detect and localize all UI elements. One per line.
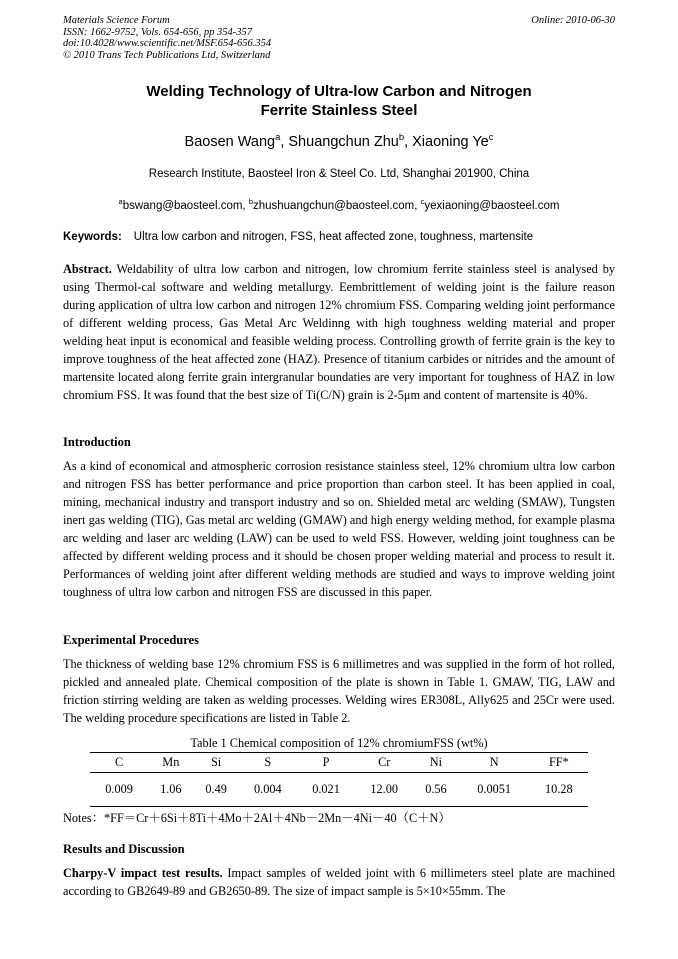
email-link[interactable]: bswang@baosteel.com: [122, 200, 243, 212]
header-cell: Ni: [413, 753, 458, 773]
title-line-2: Ferrite Stainless Steel: [260, 102, 418, 119]
issn: ISSN: 1662-9752, Vols. 654-656, pp 354-357: [63, 26, 252, 38]
header-cell: Cr: [355, 753, 413, 773]
charpy-label: Charpy-V impact test results.: [63, 866, 223, 880]
online-date: Online: 2010-06-30: [531, 15, 615, 26]
experimental-text: The thickness of welding base 12% chromium FSS is 6 millimetres and was supplied in the form of hot rolled, pickled and annealed plate. Chemical composition of the plate is shown in Table 1. GMAW, TIG, LAW and friction stirring welding are taken as welding processes. Welding wires ER308L, Ally625 and 25Cr were used. The welding procedure specifications are listed in Table 2.: [63, 657, 615, 725]
table-cell: 0.0051: [459, 773, 530, 807]
author-name: Xiaoning Ye: [412, 134, 489, 150]
title-line-1: Welding Technology of Ultra-low Carbon and Nitrogen: [146, 83, 532, 100]
table-caption: Table 1 Chemical composition of 12% chromiumFSS (wt%): [190, 736, 488, 750]
charpy-paragraph: [63, 864, 615, 900]
keywords-label: Keywords:: [63, 231, 122, 243]
table-cell: 1.06: [148, 773, 193, 807]
table-cell: 0.021: [297, 773, 355, 807]
affiliation: Research Institute, Baosteel Iron & Steel Co. Ltd, Shanghai 201900, China: [148, 168, 530, 180]
table-cell: 12.00: [355, 773, 413, 807]
header-cell: FF*: [530, 753, 588, 773]
paper-title: [0, 82, 678, 120]
email-list: $^a$bswang@baosteel.com, $^b$zhushuangchun@baosteel.com, $^c$yexiaoning@baosteel.com: [118, 197, 560, 212]
table-notes: Notes：*FF＝Cr＋6Si＋8Ti＋4Mo＋2Al＋4Nb－2Mn－4Ni－40（C＋N）: [63, 811, 451, 825]
keywords: [63, 231, 533, 243]
intro-text: As a kind of economical and atmospheric corrosion resistance stainless steel, 12% chromium ultra low carbon and nitrogen FSS has better performance and price proportion than carbon steel. It has been applied in coal, mining, mechanical industry and transport industry and so on. Shielded metal arc welding (SMAW), Tungsten inert gas welding (TIG), Gas metal arc welding (GMAW) and high energy welding method, for example plasma arc welding and laser arc welding (LAW) can be used to weld FSS. However, welding joint toughness can be affected by different welding process and it should be chosen proper welding material and process to result it. Performances of welding joint after different welding methods are studied and ways to improve welding joint toughness of ultra low carbon and nitrogen FSS are discussed in this paper.: [63, 459, 615, 599]
author-sup: c: [488, 131, 494, 143]
abstract: [63, 260, 615, 404]
experimental-heading: Experimental Procedures: [63, 633, 199, 647]
header-cell: Mn: [148, 753, 193, 773]
header-cell: Si: [193, 753, 238, 773]
abstract-label: Abstract.: [63, 262, 112, 276]
author-sup: a: [275, 131, 281, 143]
email-sup: b: [248, 197, 253, 207]
author-name: Baosen Wang: [184, 134, 276, 150]
abstract-text: Weldability of ultra low carbon and nitrogen, low chromium ferrite stainless steel is analysed by using Thermol-cal software and welding metallurgy. Eembrittlement of welding joint is the failure reason during application of ultra low carbon and nitrogen 12% chromium FSS. Comparing welding joint performance of different welding process, Gas Metal Arc Weldinng with high toughness welding material and proper welding heat input is economical and feasible welding process. Controlling growth of ferrite grain is the key to improve toughness of the heat affected zone (HAZ). Presence of titanium carbides or nitrides and the amount of martensite located along ferrite grain intergranular boundaties are very important for toughness of HAZ in low chromium FSS. It was found that the best size of Ti(C/N) grain is 2-5μm and content of martensite is 40%.: [63, 262, 615, 402]
journal-header: [63, 15, 271, 61]
header-cell: N: [459, 753, 530, 773]
header-cell: C: [90, 753, 148, 773]
author-name: Shuangchun Zhu: [288, 134, 399, 150]
header-cell: P: [297, 753, 355, 773]
journal-name: Materials Science Forum: [63, 15, 170, 26]
copyright: © 2010 Trans Tech Publications Ltd, Switzerland: [63, 49, 271, 61]
email-link[interactable]: yexiaoning@baosteel.com: [424, 200, 560, 212]
email-link[interactable]: zhushuangchun@baosteel.com: [252, 200, 415, 212]
table-header-row: [90, 753, 588, 773]
table-cell: 0.009: [90, 773, 148, 807]
header-cell: S: [239, 753, 297, 773]
author-sup: b: [398, 131, 405, 143]
charpy-text: Impact samples of welded joint with 6 millimeters steel plate are machined according to GB2649-89 and GB2650-89. The size of impact sample is 5×10×55mm. The: [63, 866, 616, 898]
table-row: [90, 773, 588, 807]
table-cell: 10.28: [530, 773, 588, 807]
table-cell: 0.49: [193, 773, 238, 807]
doi: doi:10.4028/www.scientific.net/MSF.654-656.354: [63, 38, 272, 49]
table-cell: 0.004: [239, 773, 297, 807]
composition-table: [90, 752, 588, 807]
email-sup: a: [118, 197, 123, 207]
table-cell: 0.56: [413, 773, 458, 807]
author-list: Baosen Wang$^a$, Shuangchun Zhu$^b$, Xiaoning Ye$^c$: [184, 131, 494, 150]
intro-heading: Introduction: [63, 435, 131, 449]
keywords-text: Ultra low carbon and nitrogen, FSS, heat affected zone, toughness, martensite: [133, 231, 534, 243]
email-sup: c: [420, 197, 425, 207]
results-heading: Results and Discussion: [63, 842, 185, 856]
